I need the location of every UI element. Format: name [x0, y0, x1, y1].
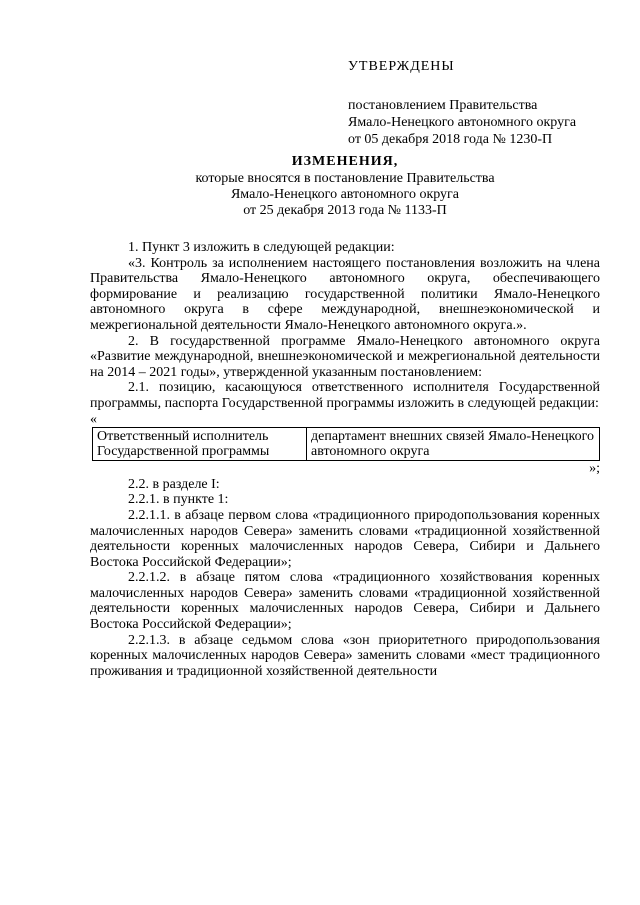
document-body — [90, 240, 600, 679]
paragraph: 2.2.1.3. в абзаце седьмом слова «зон приоритетного природопользования коренных малочисленных народов Севера» заменить словами «мест традиционного проживания и традиционной хозяйственной деятельности — [90, 632, 600, 679]
approval-heading: УТВЕРЖДЕНЫ — [348, 59, 455, 74]
paragraph: 2.2.1.2. в абзаце пятом слова «традиционного хозяйствования коренных малочисленных народов Севера» заменить словами «традиционной хозяйственной деятельности коренных малочисленных народов Севера, Сибири и Дальнего Востока Российской Федерации»; — [90, 570, 600, 633]
open-quote: « — [90, 411, 97, 427]
approval-line: Ямало-Ненецкого автономного округа — [348, 115, 577, 130]
paragraph: 1. Пункт 3 изложить в следующей редакции: — [128, 240, 395, 255]
title-line: которые вносятся в постановление Правительства — [195, 171, 495, 186]
paragraph: 2.2.1.1. в абзаце первом слова «традиционного природопользования коренных малочисленных народов Севера» заменить словами «традиционной хозяйственной деятельности коренных малочисленных народов Севера, Сибири и Дальнего Востока Российской Федерации»; — [90, 507, 600, 570]
paragraph: 2. В государственной программе Ямало-Ненецкого автономного округа «Развитие международной, внешнеэкономической и межрегиональной деятельности на 2014 – 2021 годы», утвержденной указанным постановлением: — [90, 333, 600, 380]
title-line: от 25 декабря 2013 года № 1133-П — [243, 203, 447, 218]
document-title: ИЗМЕНЕНИЯ, — [291, 154, 399, 169]
close-quote: »; — [589, 461, 600, 477]
table-row — [93, 428, 600, 461]
approval-block — [348, 58, 618, 148]
paragraph: «3. Контроль за исполнением настоящего постановления возложить на члена Правительства Ямало-Ненецкого автономного округа, обеспечивающего формирование и реализацию государственной политики Ямало-Ненецкого автономного округа в сфере международной, внешнеэкономической и межрегиональной деятельности Ямало-Ненецкого автономного округа.». — [90, 255, 600, 333]
paragraph: 2.1. позицию, касающуюся ответственного исполнителя Государственной программы, паспорта Государственной программы изложить в следующей редакции: — [90, 380, 600, 411]
title-line: Ямало-Ненецкого автономного округа — [230, 187, 460, 202]
table-cell-label: Ответственный исполнитель Государственной программы — [93, 428, 307, 461]
paragraph: 2.2. в разделе I: — [128, 476, 220, 492]
title-block — [90, 154, 600, 219]
approval-line: от 05 декабря 2018 года № 1230-П — [348, 132, 553, 147]
approval-line: постановлением Правительства — [348, 98, 538, 113]
table-cell-value: департамент внешних связей Ямало-Ненецкого автономного округа — [307, 428, 600, 461]
paragraph: 2.2.1. в пункте 1: — [128, 492, 229, 508]
responsible-executor-table — [92, 427, 600, 461]
